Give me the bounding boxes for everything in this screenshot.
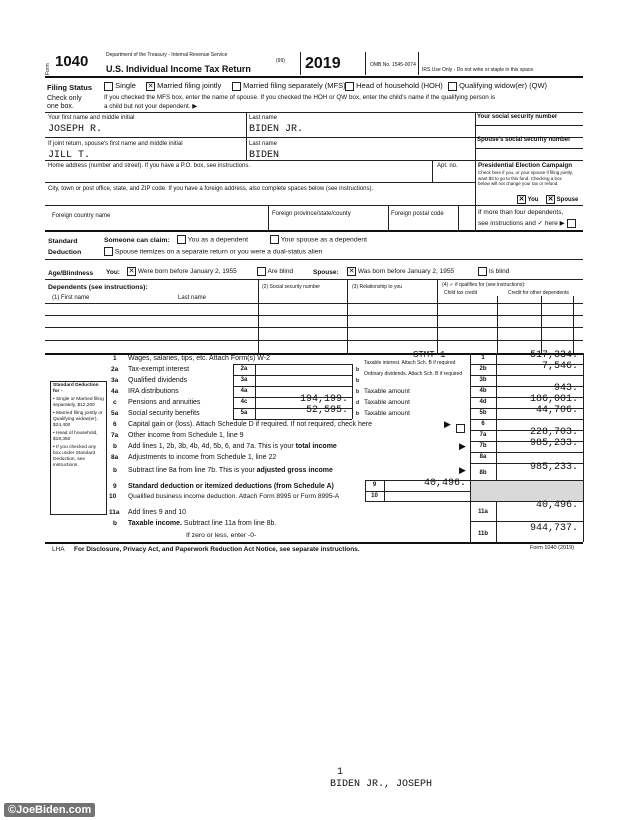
filing-option-mfj[interactable]: ✕ Married filing jointly bbox=[146, 81, 221, 91]
filing-option-single[interactable]: Single bbox=[104, 81, 136, 91]
form-label: Form bbox=[45, 63, 51, 75]
line-4a-box: 4a bbox=[240, 388, 248, 394]
spouse-first-field[interactable]: JILL T. bbox=[48, 150, 91, 161]
foreign-postal-label: Foreign postal code bbox=[391, 211, 444, 217]
spouse-born-checkbox[interactable] bbox=[347, 267, 356, 276]
line-6-label: Capital gain or (loss). Attach Schedule D if required. If not required, check here bbox=[128, 421, 372, 428]
line-4c-box: 4c bbox=[240, 399, 248, 405]
more-dependents-2[interactable]: see instructions and ✓ here ▶ bbox=[478, 219, 576, 228]
age-spouse-label: Spouse: bbox=[313, 269, 339, 276]
filing-option-qw[interactable]: Qualifying widow(er) (QW) bbox=[448, 81, 547, 91]
married-jointly-checkbox[interactable] bbox=[146, 82, 155, 91]
dependents-label: Dependents (see instructions): bbox=[48, 284, 148, 291]
more-dependents-checkbox[interactable] bbox=[567, 219, 576, 228]
line-11b-amount[interactable]: 944,737. bbox=[529, 523, 578, 534]
line-5a-amount[interactable]: 52,595. bbox=[305, 405, 348, 416]
line-5b-label: Taxable amount bbox=[364, 410, 410, 417]
sidebar-item: • Married filing jointly or Qualifying widow(er), $24,400 bbox=[53, 411, 103, 428]
line-3b-box: 3b bbox=[479, 377, 487, 383]
line-5a-box: 5a bbox=[240, 410, 248, 416]
spouse-blind[interactable]: Is blind bbox=[478, 267, 509, 276]
line-2b-label: Taxable interest. Attach Sch. B if required bbox=[364, 360, 456, 366]
you-blind-checkbox[interactable] bbox=[257, 267, 266, 276]
line-8a-num: 8a bbox=[111, 454, 119, 461]
line-4a-num: 4a bbox=[111, 388, 119, 395]
line-4d-letter: d bbox=[356, 400, 360, 406]
line-8b-arrow: ▶ bbox=[459, 465, 466, 475]
claim-spouse-dependent[interactable]: Your spouse as a dependent bbox=[270, 235, 367, 244]
line-5b-letter: b bbox=[356, 411, 360, 417]
watermark: ©JoeBiden.com bbox=[4, 803, 95, 817]
line-2b-amount[interactable]: 7,546. bbox=[541, 361, 578, 372]
spouse-itemizes[interactable]: Spouse itemizes on a separate return or you were a dual-status alien bbox=[104, 247, 322, 256]
spouse-blind-checkbox[interactable] bbox=[478, 267, 487, 276]
sidebar-item: • Single or Married filing separately, $12,200 bbox=[53, 397, 104, 408]
std-deduction-sidebar bbox=[50, 381, 107, 515]
line-4c-letter: c bbox=[113, 399, 117, 406]
line-10-box: 10 bbox=[371, 493, 378, 499]
line-3a-num: 3a bbox=[111, 377, 119, 384]
qualifying-widow-checkbox[interactable] bbox=[448, 82, 457, 91]
ssn-label: Your social security number bbox=[477, 114, 558, 120]
city-label: City, town or post office, state, and ZIP code. If you have a foreign address, also complete spaces below (see instructions). bbox=[48, 186, 374, 192]
line-4c-label: Pensions and annuities bbox=[128, 399, 201, 406]
taxpayer-name-footer: BIDEN JR., JOSEPH bbox=[330, 779, 433, 790]
claim-you-dependent[interactable]: You as a dependent bbox=[177, 235, 248, 244]
form-title: U.S. Individual Income Tax Return bbox=[106, 64, 251, 74]
spouse-first-label: If joint return, spouse's first name and middle initial bbox=[48, 141, 183, 147]
lha-label: LHA bbox=[52, 546, 65, 553]
line-7b-amount[interactable]: 985,233. bbox=[529, 438, 578, 449]
omb-number: OMB No. 1545-0074 bbox=[370, 62, 416, 68]
more-dependents-1: If more than four dependents, bbox=[478, 209, 564, 216]
line-3a-label: Qualified dividends bbox=[128, 377, 188, 384]
line-1-num: 1 bbox=[113, 355, 117, 362]
age-blindness-label: Age/Blindness bbox=[48, 270, 94, 277]
filing-status-note1: If you checked the MFS box, enter the name of spouse. If you checked the HOH or QW box, enter the child's name if the qualifying person is bbox=[104, 94, 496, 101]
line-6-num: 6 bbox=[113, 421, 117, 428]
you-born-checkbox[interactable] bbox=[127, 267, 136, 276]
sidebar-item: • Head of household, $18,350 bbox=[53, 431, 98, 442]
line-10-label: Qualified business income deduction. Attach Form 8995 or Form 8995-A bbox=[128, 493, 340, 500]
line-9-amount[interactable]: 40,496. bbox=[423, 478, 466, 489]
first-name-label: Your first name and middle initial bbox=[48, 115, 135, 121]
line-1-amount[interactable]: 517,334. bbox=[529, 350, 578, 361]
you-dependent-checkbox[interactable] bbox=[177, 235, 186, 244]
filing-status-note2: a child but not your dependent. ▶ bbox=[104, 103, 198, 110]
line-1-box: 1 bbox=[481, 355, 485, 361]
head-of-household-checkbox[interactable] bbox=[345, 82, 354, 91]
line-4d-box: 4d bbox=[479, 399, 487, 405]
line-2a-num: 2a bbox=[111, 366, 119, 373]
line-11a-num: 11a bbox=[109, 509, 120, 516]
dept-text: Department of the Treasury - Internal Revenue Service bbox=[106, 52, 228, 58]
dep-col-first: (1) First name bbox=[52, 295, 90, 301]
std-deduction-label2: Deduction bbox=[48, 249, 82, 256]
line-7b-arrow: ▶ bbox=[459, 441, 466, 451]
line-5b-box: 5b bbox=[479, 410, 487, 416]
spouse-itemizes-checkbox[interactable] bbox=[104, 247, 113, 256]
filing-status-sub2: one box. bbox=[47, 103, 74, 110]
irs-use-only: IRS Use Only - Do not write or staple in this space. bbox=[422, 67, 535, 73]
someone-can-claim: Someone can claim: bbox=[104, 237, 170, 244]
line-2b-letter: b bbox=[356, 367, 360, 373]
single-checkbox[interactable] bbox=[104, 82, 113, 91]
line-8b-label: Subtract line 8a from line 7b. This is your adjusted gross income bbox=[128, 467, 333, 474]
address-label: Home address (number and street). If you have a P.O. box, see instructions. bbox=[48, 163, 250, 169]
campaign-spouse-checkbox[interactable] bbox=[546, 195, 555, 204]
line-4b-box: 4b bbox=[479, 388, 487, 394]
foreign-province-label: Foreign province/state/county bbox=[272, 211, 351, 217]
line-7b-box: 7b bbox=[479, 443, 487, 449]
last-name-field[interactable]: BIDEN JR. bbox=[249, 124, 304, 135]
dep-col-rel: (3) Relationship to you bbox=[352, 284, 403, 290]
line-5a-num: 5a bbox=[111, 410, 119, 417]
line-3b-letter: b bbox=[356, 378, 360, 384]
campaign-you[interactable]: ✕ You bbox=[517, 195, 538, 204]
form-reference: Form 1040 (2019) bbox=[530, 545, 575, 551]
form-number: 1040 bbox=[55, 53, 89, 70]
dep-col-qualifies: (4) ✓ if qualifies for (see instructions): bbox=[442, 282, 526, 288]
you-blind[interactable]: Are blind bbox=[257, 267, 293, 276]
line-11b-label: Taxable income. Subtract line 11a from line 8b. bbox=[128, 520, 277, 527]
line-4b-letter: b bbox=[356, 389, 360, 395]
code-99: (99) bbox=[276, 58, 285, 64]
spouse-born-before[interactable]: ✕ Was born before January 2, 1955 bbox=[347, 267, 454, 276]
line-8b-box: 8b bbox=[479, 470, 487, 476]
line-11a-label: Add lines 9 and 10 bbox=[128, 509, 186, 516]
line-2a-label: Tax-exempt interest bbox=[128, 366, 190, 373]
line-3a-box: 3a bbox=[240, 377, 248, 383]
filing-option-hoh[interactable]: Head of household (HOH) bbox=[345, 81, 443, 91]
married-separately-checkbox[interactable] bbox=[232, 82, 241, 91]
line-6-box: 6 bbox=[481, 421, 485, 427]
line-9-num: 9 bbox=[113, 483, 117, 490]
line-7b-label: Add lines 1, 2b, 3b, 4b, 4d, 5b, 6, and 7a. This is your total income bbox=[128, 443, 337, 450]
last-name-label: Last name bbox=[249, 115, 278, 121]
line-11b-label-2: If zero or less, enter -0- bbox=[186, 532, 257, 539]
line-8b-amount[interactable]: 985,233. bbox=[529, 462, 578, 473]
line-3b-label: Ordinary dividends. Attach Sch. B if required bbox=[364, 371, 463, 377]
line-4a-label: IRA distributions bbox=[128, 388, 179, 395]
line-7b-letter: b bbox=[113, 443, 117, 450]
campaign-title: Presidential Election Campaign bbox=[478, 162, 573, 169]
campaign-you-checkbox[interactable] bbox=[517, 195, 526, 204]
spouse-ssn-label: Spouse's social security number bbox=[477, 137, 571, 143]
line-6-checkbox[interactable] bbox=[456, 424, 465, 433]
page-number: 1 bbox=[337, 767, 344, 778]
line-1-stmt: STMT 1 bbox=[413, 350, 446, 360]
foreign-country-label: Foreign country name bbox=[52, 213, 111, 219]
spouse-dependent-checkbox[interactable] bbox=[270, 235, 279, 244]
line-4b-label: Taxable amount bbox=[364, 388, 410, 395]
campaign-text: Check here if you, or your spouse if filing jointly, want $3 to go to this fund. Checking a box below will not change your tax or refund. bbox=[478, 170, 573, 187]
line-11b-letter: b bbox=[113, 520, 117, 527]
sidebar-title: Standard Deduction for - bbox=[53, 383, 99, 394]
dep-col-ctc: Child tax credit bbox=[444, 290, 478, 296]
line-6-arrow: ▶ bbox=[444, 419, 451, 429]
dep-col-ssn: (2) Social security number bbox=[262, 284, 321, 290]
first-name-field[interactable]: JOSEPH R. bbox=[48, 124, 103, 135]
line-4c-amount[interactable]: 194,199. bbox=[299, 394, 348, 405]
line-7a-num: 7a bbox=[111, 432, 119, 439]
sidebar-item: • If you checked any box under Standard Deduction, see instructions. bbox=[53, 445, 97, 468]
line-10-num: 10 bbox=[109, 493, 117, 500]
std-deduction-label1: Standard bbox=[48, 238, 78, 245]
privacy-notice: For Disclosure, Privacy Act, and Paperwork Reduction Act Notice, see separate instructions. bbox=[74, 546, 360, 553]
you-born-before[interactable]: ✕ Were born before January 2, 1955 bbox=[127, 267, 237, 276]
filing-status-sub1: Check only bbox=[47, 95, 82, 102]
line-2a-box: 2a bbox=[240, 366, 248, 372]
line-11b-box: 11b bbox=[477, 531, 488, 537]
line-8b-letter: b bbox=[113, 467, 117, 474]
line-8a-label: Adjustments to income from Schedule 1, line 22 bbox=[128, 454, 277, 461]
filing-option-mfs[interactable]: Married filing separately (MFS) bbox=[232, 81, 346, 91]
line-1-label: Wages, salaries, tips, etc. Attach Form(s) W-2 bbox=[128, 355, 270, 362]
spouse-last-label: Last name bbox=[249, 141, 278, 147]
campaign-spouse[interactable]: ✕ Spouse bbox=[546, 195, 578, 204]
line-7a-amount[interactable]: 228,703. bbox=[529, 427, 578, 438]
line-9-box: 9 bbox=[372, 482, 377, 488]
line-5a-label: Social security benefits bbox=[128, 410, 200, 417]
line-2b-box: 2b bbox=[479, 366, 487, 372]
apt-label: Apt. no. bbox=[437, 163, 458, 169]
line-4d-label: Taxable amount bbox=[364, 399, 410, 406]
line-7a-box: 7a bbox=[479, 432, 487, 438]
line-9-label: Standard deduction or itemized deductions (from Schedule A) bbox=[128, 483, 334, 490]
line-7a-label: Other income from Schedule 1, line 9 bbox=[128, 432, 244, 439]
dep-col-last: Last name bbox=[178, 295, 207, 301]
line-11a-amount[interactable]: 40,496. bbox=[535, 500, 578, 511]
dep-col-odc: Credit for other dependents bbox=[508, 290, 569, 296]
line-5b-amount[interactable]: 44,706. bbox=[535, 405, 578, 416]
age-you-label: You: bbox=[106, 269, 120, 276]
tax-year: 2019 bbox=[305, 55, 341, 72]
spouse-last-field[interactable]: BIDEN bbox=[249, 150, 280, 161]
line-4b-amount[interactable]: 943. bbox=[553, 383, 578, 394]
filing-status-label: Filing Status bbox=[47, 83, 92, 92]
line-8a-box: 8a bbox=[479, 454, 487, 460]
line-4d-amount[interactable]: 186,001. bbox=[529, 394, 578, 405]
line-11a-box: 11a bbox=[478, 509, 488, 515]
